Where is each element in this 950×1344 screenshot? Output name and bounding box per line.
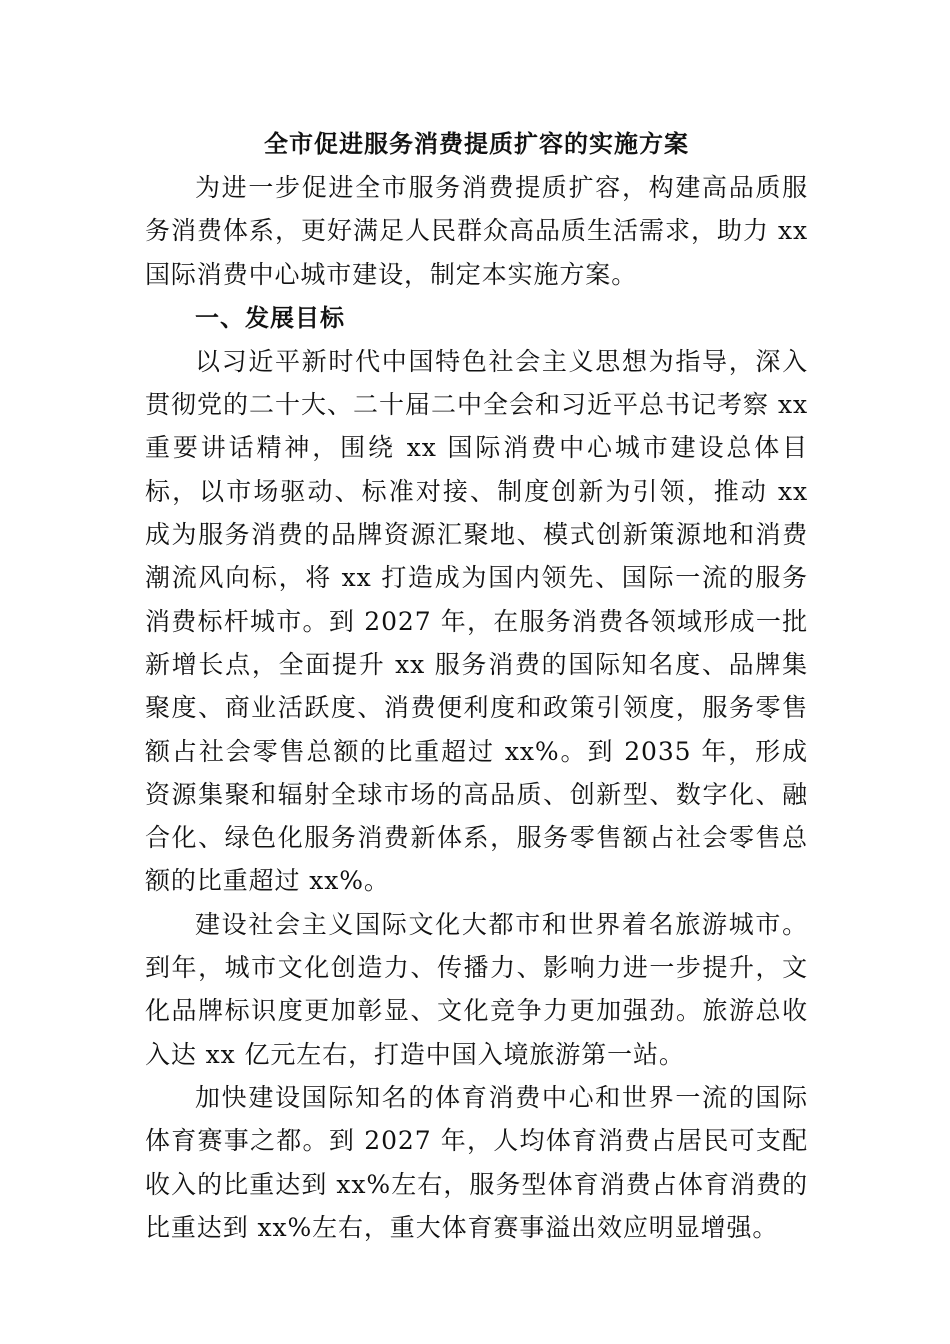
section-heading: 一、发展目标 — [195, 303, 345, 332]
body-paragraph: 建设社会主义国际文化大都市和世界着名旅游城市。到年，城市文化创造力、传播力、影响力进一步提升，文化品牌标识度更加彰显、文化竞争力更加强劲。旅游总收入达 xx 亿元左右，打造中国入境旅游第一站。 — [145, 909, 808, 1069]
body-paragraph: 加快建设国际知名的体育消费中心和世界一流的国际体育赛事之都。到 2027 年，人均体育消费占居民可支配收入的比重达到 xx%左右，服务型体育消费占体育消费的比重达到 xx%左右，重大体育赛事溢出效应明显增强。 — [145, 1082, 808, 1242]
document-body — [145, 122, 808, 1249]
body-paragraph: 以习近平新时代中国特色社会主义思想为指导，深入贯彻党的二十大、二十届二中全会和习近平总书记考察 xx 重要讲话精神，围绕 xx 国际消费中心城市建设总体目标，以市场驱动、标准对接、制度创新为引领，推动 xx 成为服务消费的品牌资源汇聚地、模式创新策源地和消费潮流风向标，将 xx 打造成为国内领先、国际一流的服务消费标杆城市。到 2027 年，在服务消费各领域形成一批新增长点，全面提升 xx 服务消费的国际知名度、品牌集聚度、商业活跃度、消费便利度和政策引领度，服务零售额占社会零售总额的比重超过 xx%。到 2035 年，形成资源集聚和辐射全球市场的高品质、创新型、数字化、融合化、绿色化服务消费新体系，服务零售额占社会零售总额的比重超过 xx%。 — [145, 346, 808, 896]
intro-paragraph: 为进一步促进全市服务消费提质扩容，构建高品质服务消费体系，更好满足人民群众高品质生活需求，助力 xx 国际消费中心城市建设，制定本实施方案。 — [145, 173, 808, 289]
document-title: 全市促进服务消费提质扩容的实施方案 — [264, 130, 689, 158]
